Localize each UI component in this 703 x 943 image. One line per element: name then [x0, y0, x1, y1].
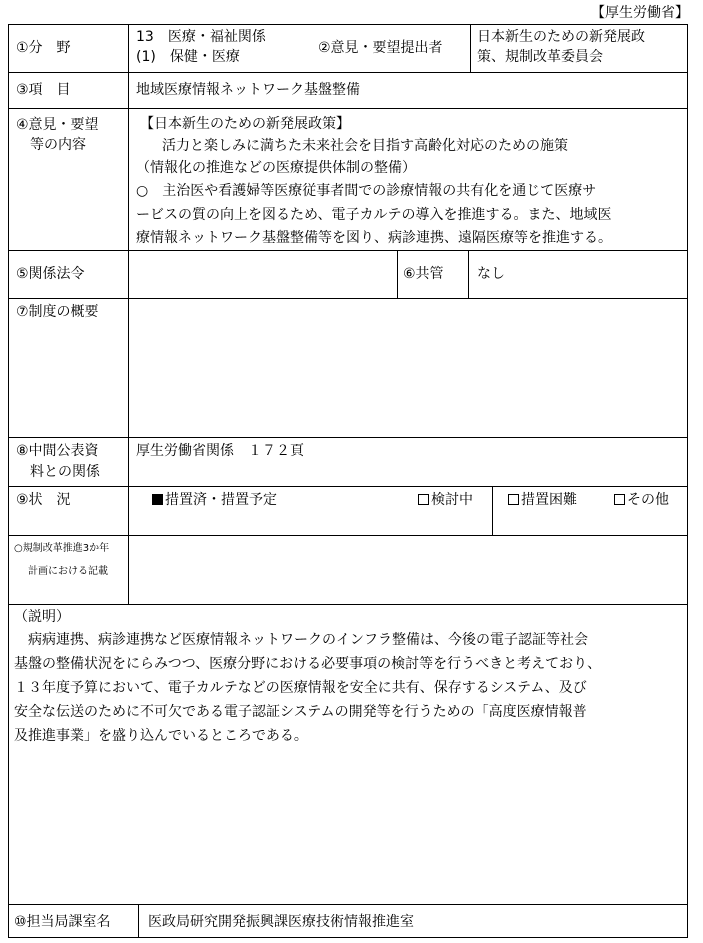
checkbox-checked-icon — [152, 494, 163, 505]
system-overview-label: ⑦制度の概要 — [16, 304, 99, 320]
opinion-line-1: 【日本新生のための新発展政策】 — [140, 116, 350, 132]
status-option-under-review[interactable]: 検討中 — [418, 490, 473, 510]
department-value: 医政局研究開発振興課医療技術情報推進室 — [148, 914, 414, 930]
interim-label-line1: ⑧中間公表資 — [16, 443, 99, 459]
interim-label-line2: 料との関係 — [30, 464, 100, 480]
field-value-line1: 13 医療・福祉関係 — [136, 29, 266, 45]
opinion-line-6: 療情報ネットワーク基盤整備等を図り、病診連携、遠隔医療等を推進する。 — [136, 230, 612, 246]
submitter-label: ②意見・要望提出者 — [318, 40, 443, 56]
opinion-line-4: ○ 主治医や看護婦等医療従事者間での診療情報の共有化を通じて医療サ — [136, 183, 597, 199]
plan-label-line1: ○規制改革推進3か年 — [14, 543, 110, 554]
opinion-label-line1: ④意見・要望 — [16, 117, 99, 133]
checkbox-empty-icon — [418, 494, 429, 505]
jurisdiction-value: なし — [477, 266, 505, 282]
checkbox-empty-icon — [508, 494, 519, 505]
explanation-line-2: 基盤の整備状況をにらみつつ、医療分野における必要事項の検討等を行うべきと考えており、 — [14, 656, 602, 672]
explanation-line-4: 安全な伝送のために不可欠である電子認証システムの開発等を行うための「高度医療情報普 — [14, 704, 587, 720]
opinion-label-line2: 等の内容 — [30, 137, 86, 153]
laws-label: ⑤関係法令 — [16, 266, 85, 282]
field-label: ①分 野 — [16, 40, 71, 56]
opinion-line-3: （情報化の推進などの医療提供体制の整備） — [136, 160, 416, 176]
status-option-other[interactable]: その他 — [614, 490, 669, 510]
explanation-line-5: 及推進事業」を盛り込んでいるところである。 — [14, 728, 308, 744]
status-option-implemented[interactable]: 措置済・措置予定 — [152, 490, 277, 510]
item-label: ③項 目 — [16, 82, 71, 98]
item-value: 地域医療情報ネットワーク基盤整備 — [136, 82, 360, 98]
jurisdiction-label: ⑥共管 — [403, 266, 444, 282]
plan-label-line2: 計画における記載 — [28, 566, 108, 577]
submitter-value-line1: 日本新生のための新発展政 — [477, 29, 645, 45]
interim-value: 厚生労働省関係 １７２頁 — [136, 443, 304, 459]
explanation-heading: （説明） — [14, 609, 70, 625]
opinion-line-5: ービスの質の向上を図るため、電子カルテの導入を推進する。また、地域医 — [136, 207, 612, 223]
submitter-value-line2: 策、規制改革委員会 — [477, 49, 603, 65]
opinion-line-2: 活力と楽しみに満ちた未来社会を目指す高齢化対応のための施策 — [148, 138, 568, 154]
explanation-line-3: １３年度予算において、電子カルテなどの医療情報を安全に共有、保存するシステム、及び — [14, 680, 587, 696]
explanation-line-1: 病病連携、病診連携など医療情報ネットワークのインフラ整備は、今後の電子認証等社会 — [14, 632, 588, 648]
status-label: ⑨状 況 — [16, 492, 71, 508]
checkbox-empty-icon — [614, 494, 625, 505]
status-option-difficult[interactable]: 措置困難 — [508, 490, 577, 510]
ministry-tag: 【厚生労働省】 — [591, 5, 689, 21]
department-label: ⑩担当局課室名 — [14, 914, 111, 930]
field-value-line2: (1) 保健・医療 — [136, 49, 240, 65]
